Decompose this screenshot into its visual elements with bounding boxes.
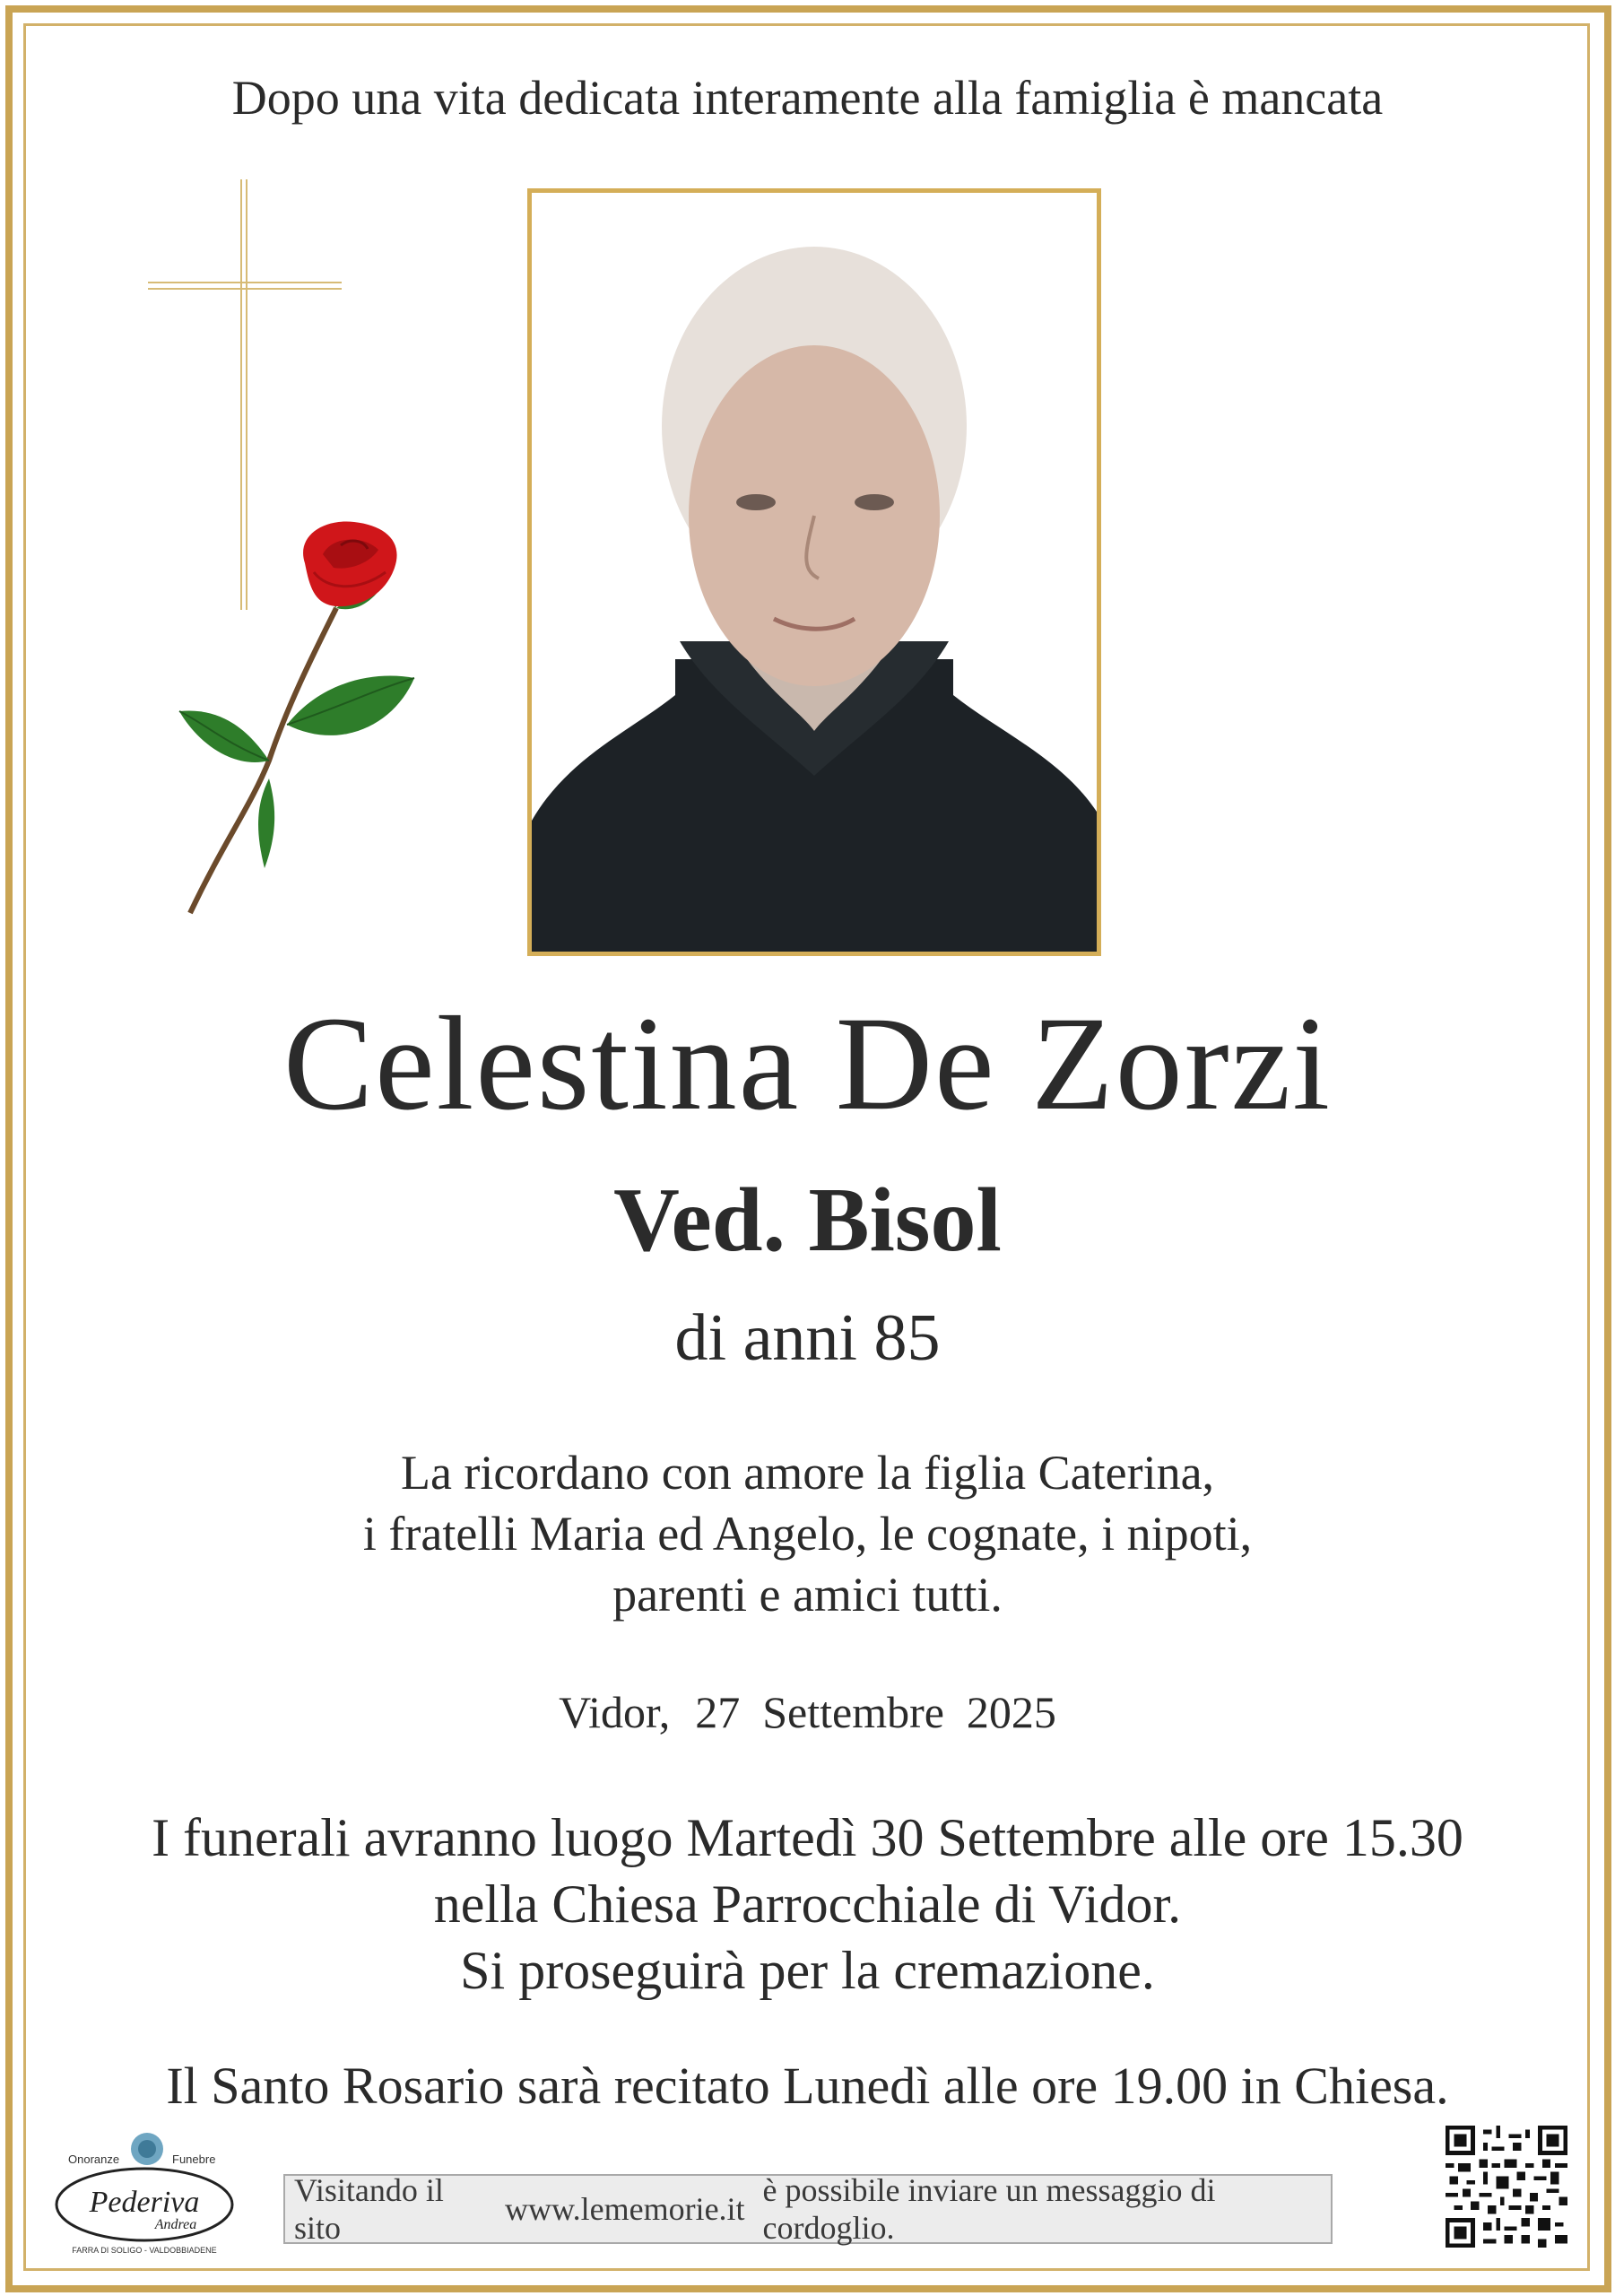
widow-name: Ved. Bisol (613, 1170, 1002, 1271)
memory-line: parenti e amici tutti. (612, 1568, 1003, 1622)
visit-prefix: Visitando il sito (294, 2172, 444, 2246)
deceased-name: Celestina De Zorzi (283, 989, 1332, 1138)
logo-top-right: Funebre (172, 2152, 216, 2166)
funeral-line: I funerali avranno luogo Martedì 30 Settembre alle ore 15.30 (152, 1808, 1463, 1867)
place-date (0, 1686, 1615, 1738)
logo-signature: Andrea (154, 2217, 197, 2232)
intro-text: Dopo una vita dedicata interamente alla famiglia è mancata (231, 71, 1384, 125)
place: Vidor, (559, 1687, 671, 1737)
red-rose-icon (170, 518, 457, 922)
memory-paragraph (0, 1442, 1615, 1625)
funeral-home-logo (50, 2126, 239, 2260)
portrait-photo (527, 188, 1101, 956)
cross-icon-horizontal (148, 282, 342, 290)
age-text: di anni 85 (674, 1301, 941, 1375)
logo-bottom: FARRA DI SOLIGO - VALDOBBIADENE (72, 2246, 217, 2255)
funeral-line: nella Chiesa Parrocchiale di Vidor. (433, 1874, 1182, 1934)
site-link[interactable]: www.lememorie.it (504, 2191, 745, 2227)
rosary-info: Il Santo Rosario sarà recitato Lunedì alle ore 19.00 in Chiesa. (166, 2057, 1449, 2115)
logo-brand: Pederiva (89, 2186, 200, 2219)
funeral-info (0, 1805, 1615, 2004)
memory-line: i fratelli Maria ed Angelo, le cognate, i nipoti, (362, 1507, 1253, 1561)
funeral-line: Si proseguirà per la cremazione. (460, 1941, 1155, 2000)
memory-line: La ricordano con amore la figlia Caterina, (400, 1446, 1215, 1500)
logo-top-left: Onoranze (68, 2152, 120, 2166)
visit-suffix: è possibile inviare un messaggio di cordoglio. (762, 2172, 1216, 2246)
qr-code-icon[interactable] (1446, 2126, 1567, 2248)
condolence-banner (283, 2174, 1333, 2244)
date: 27 Settembre 2025 (695, 1687, 1056, 1737)
